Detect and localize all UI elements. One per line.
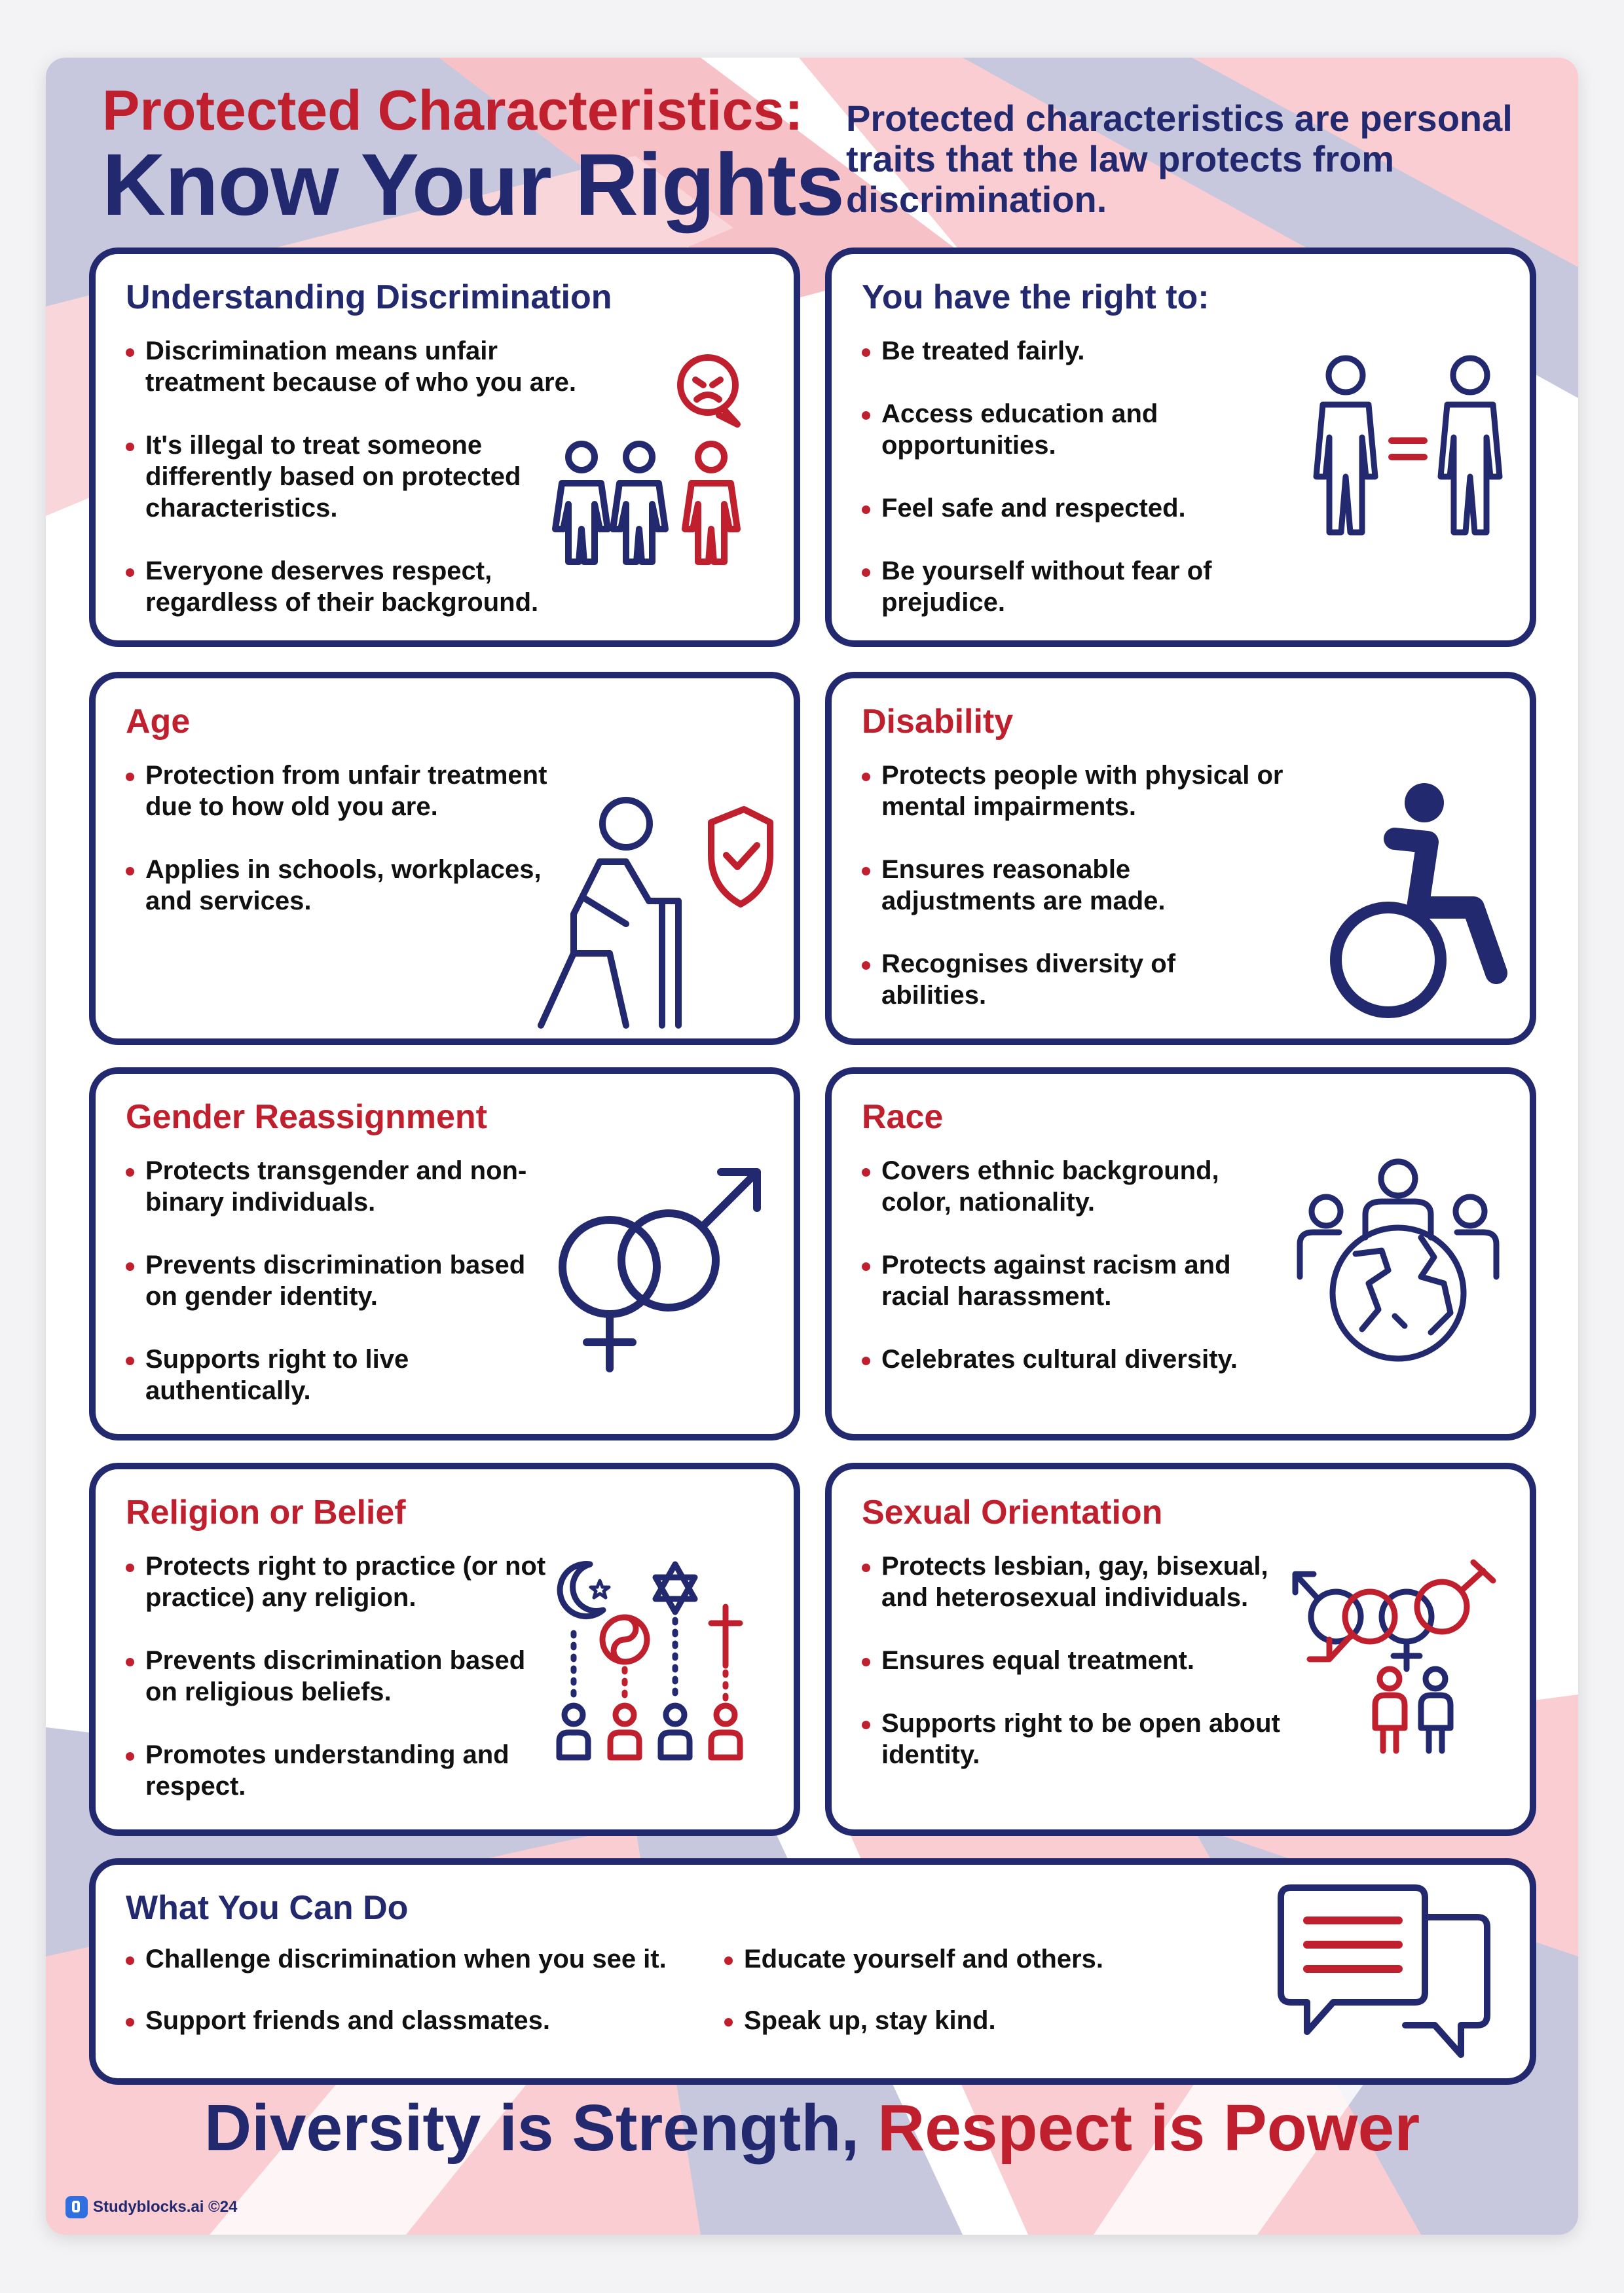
globe-people-icon [1290, 1152, 1506, 1368]
bullet-list [126, 1155, 551, 1438]
list-item: Access education and opportunities. [862, 398, 1255, 461]
list-item: Support friends and classmates. [126, 2005, 702, 2036]
list-item: Protects transgender and non-binary individuals. [126, 1155, 551, 1218]
brand-credit [65, 2196, 237, 2218]
list-item: It's illegal to treat someone differently based on protected characteristics. [126, 430, 597, 524]
title-line-2: Know Your Rights [102, 136, 844, 234]
list-item: Supports right to be open about identity. [862, 1708, 1294, 1770]
card-gender-reassignment [89, 1067, 800, 1440]
list-item: Celebrates cultural diversity. [862, 1344, 1287, 1375]
bullet-list [862, 1155, 1287, 1406]
card-race [825, 1067, 1536, 1440]
list-item: Speak up, stay kind. [724, 2005, 1183, 2036]
bullet-list [126, 335, 597, 650]
list-item: Promotes understanding and respect. [126, 1739, 551, 1802]
list-item: Be treated fairly. [862, 335, 1255, 367]
list-item: Discrimination means unfair treatment because of who you are. [126, 335, 597, 398]
list-item: Protection from unfair treatment due to how old you are. [126, 760, 551, 822]
card-title: Race [862, 1098, 944, 1136]
card-rights [825, 248, 1536, 647]
card-title: Understanding Discrimination [126, 278, 612, 316]
bullet-list-right [724, 1943, 1183, 2068]
speech-bubbles-icon [1274, 1878, 1497, 2074]
brand-text: Studyblocks.ai ©24 [93, 2198, 238, 2216]
gender-symbols-icon [554, 1159, 770, 1375]
list-item: Protects people with physical or mental impairments. [862, 760, 1287, 822]
slogan-part-1: Diversity is Strength, [204, 2091, 860, 2165]
religious-symbols-icon [554, 1554, 770, 1770]
list-item: Supports right to live authentically. [126, 1344, 551, 1406]
list-item: Challenge discrimination when you see it. [126, 1943, 702, 1975]
bullet-list [862, 335, 1255, 650]
list-item: Prevents discrimination based on religious beliefs. [126, 1645, 551, 1708]
bullet-list [126, 1550, 551, 1833]
bullet-list [126, 760, 551, 948]
list-item: Ensures equal treatment. [862, 1645, 1294, 1676]
title-line-1: Protected Characteristics: [102, 79, 803, 142]
list-item: Recognises diversity of abilities. [862, 948, 1287, 1011]
intro-text: Protected characteristics are personal traits that the law protects from discrimination. [846, 98, 1513, 220]
list-item: Feel safe and respected. [862, 492, 1255, 524]
card-title: Gender Reassignment [126, 1098, 487, 1136]
card-what-you-can-do [89, 1858, 1536, 2085]
poster [46, 58, 1578, 2235]
list-item: Educate yourself and others. [724, 1943, 1183, 1975]
equality-people-icon [1303, 352, 1513, 549]
card-disability [825, 672, 1536, 1045]
footer-slogan [46, 2091, 1578, 2166]
card-title: You have the right to: [862, 278, 1209, 316]
studyblocks-logo-icon [65, 2196, 88, 2218]
list-item: Applies in schools, workplaces, and services. [126, 854, 551, 917]
card-title: Sexual Orientation [862, 1494, 1163, 1532]
card-title: What You Can Do [126, 1889, 409, 1927]
slogan-part-2: Respect is Power [877, 2091, 1420, 2165]
list-item: Protects right to practice (or not practice) any religion. [126, 1550, 551, 1613]
list-item: Covers ethnic background, color, nationality. [862, 1155, 1287, 1218]
card-understanding-discrimination [89, 248, 800, 647]
card-age [89, 672, 800, 1045]
elderly-person-shield-icon [528, 790, 777, 1038]
wheelchair-icon [1303, 777, 1513, 1019]
list-item: Ensures reasonable adjustments are made. [862, 854, 1287, 917]
list-item: Be yourself without fear of prejudice. [862, 555, 1255, 618]
list-item: Everyone deserves respect, regardless of their background. [126, 555, 597, 618]
orientation-symbols-icon [1290, 1554, 1513, 1790]
list-item: Protects lesbian, gay, bisexual, and heterosexual individuals. [862, 1550, 1294, 1613]
list-item: Prevents discrimination based on gender identity. [126, 1249, 551, 1312]
card-religion-or-belief [89, 1463, 800, 1836]
card-title: Disability [862, 703, 1014, 741]
bullet-list [862, 760, 1287, 1042]
list-item: Protects against racism and racial harassment. [862, 1249, 1287, 1312]
bullet-list-left [126, 1943, 702, 2068]
card-sexual-orientation [825, 1463, 1536, 1836]
bullet-list [862, 1550, 1294, 1802]
card-title: Religion or Belief [126, 1494, 406, 1532]
unfair-treatment-people-icon [547, 352, 770, 575]
card-title: Age [126, 703, 191, 741]
